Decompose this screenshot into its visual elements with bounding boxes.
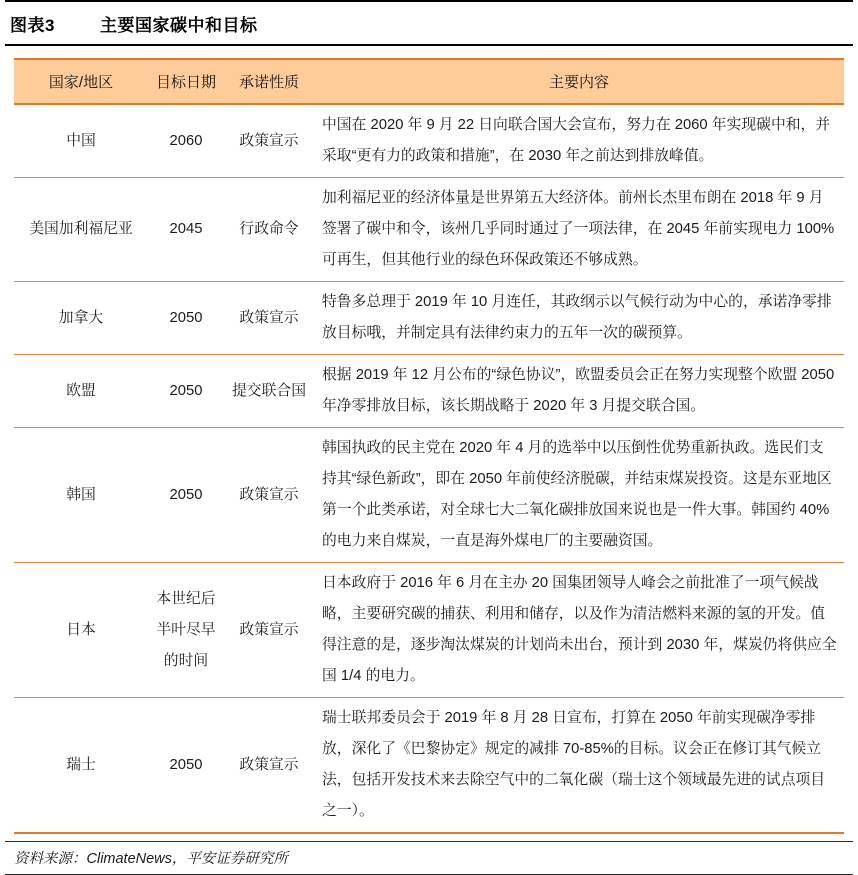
col-header-commitment-type: 承诺性质 bbox=[224, 59, 314, 104]
cell-main-content: 瑞士联邦委员会于 2019 年 8 月 28 日宣布，打算在 2050 年前实现碳净零排放，深化了《巴黎协定》规定的减排 70-85%的目标。议会正在修订其气候立法，包括开发技术来去除空气中的二氧化碳（瑞士这个领域最先进的试点项目之一）。 bbox=[314, 698, 844, 834]
cell-commitment-type: 提交联合国 bbox=[224, 355, 314, 428]
cell-commitment-type: 行政命令 bbox=[224, 178, 314, 282]
source-note: 资料来源：ClimateNews，平安证券研究所 bbox=[14, 851, 288, 867]
cell-target-date: 2045 bbox=[148, 178, 224, 282]
table-row-california bbox=[14, 178, 844, 282]
table-row-canada bbox=[14, 282, 844, 355]
cell-country: 日本 bbox=[14, 563, 148, 698]
carbon-neutral-targets-table bbox=[14, 58, 844, 834]
table-row-korea bbox=[14, 428, 844, 563]
footer-block bbox=[0, 841, 858, 875]
cell-target-date: 2050 bbox=[148, 355, 224, 428]
cell-target-date: 2050 bbox=[148, 428, 224, 563]
col-header-target-date: 目标日期 bbox=[148, 59, 224, 104]
cell-commitment-type: 政策宣示 bbox=[224, 104, 314, 178]
cell-country: 瑞士 bbox=[14, 698, 148, 834]
cell-target-date: 2050 bbox=[148, 698, 224, 834]
cell-main-content: 根据 2019 年 12 月公布的“绿色协议”，欧盟委员会正在努力实现整个欧盟 2050 年净零排放目标，该长期战略于 2020 年 3 月提交联合国。 bbox=[314, 355, 844, 428]
table-row-eu bbox=[14, 355, 844, 428]
figure-title-row bbox=[0, 2, 858, 44]
cell-main-content: 日本政府于 2016 年 6 月在主办 20 国集团领导人峰会之前批准了一项气候战略，主要研究碳的捕获、利用和储存，以及作为清洁燃料来源的氢的开发。值得注意的是，逐步淘汰煤炭的计划尚未出台，预计到 2030 年，煤炭仍将供应全国 1/4 的电力。 bbox=[314, 563, 844, 698]
cell-country: 加拿大 bbox=[14, 282, 148, 355]
cell-main-content: 韩国执政的民主党在 2020 年 4 月的选举中以压倒性优势重新执政。选民们支持其“绿色新政”，即在 2050 年前使经济脱碳，并结束煤炭投资。这是东亚地区第一个此类承诺，对全球七大二氧化碳排放国来说也是一件大事。韩国约 40%的电力来自煤炭，一直是海外煤电厂的主要融资国。 bbox=[314, 428, 844, 563]
table-row-japan bbox=[14, 563, 844, 698]
cell-target-date: 2060 bbox=[148, 104, 224, 178]
cell-commitment-type: 政策宣示 bbox=[224, 282, 314, 355]
table-row-china bbox=[14, 104, 844, 178]
cell-target-date: 本世纪后半叶尽早的时间 bbox=[148, 563, 224, 698]
cell-commitment-type: 政策宣示 bbox=[224, 428, 314, 563]
cell-main-content: 加利福尼亚的经济体量是世界第五大经济体。前州长杰里布朗在 2018 年 9 月签署了碳中和令，该州几乎同时通过了一项法律，在 2045 年前实现电力 100%可再生，但其他行业的绿色环保政策还不够成熟。 bbox=[314, 178, 844, 282]
col-header-country: 国家/地区 bbox=[14, 59, 148, 104]
cell-country: 欧盟 bbox=[14, 355, 148, 428]
title-bottom-rule bbox=[5, 44, 853, 46]
cell-country: 中国 bbox=[14, 104, 148, 178]
figure-label: 图表3 bbox=[10, 16, 55, 35]
cell-country: 美国加利福尼亚 bbox=[14, 178, 148, 282]
col-header-main-content: 主要内容 bbox=[314, 59, 844, 104]
table-header-row bbox=[14, 59, 844, 104]
cell-target-date: 2050 bbox=[148, 282, 224, 355]
table-row-switzerland bbox=[14, 698, 844, 834]
cell-commitment-type: 政策宣示 bbox=[224, 563, 314, 698]
cell-main-content: 中国在 2020 年 9 月 22 日向联合国大会宣布，努力在 2060 年实现碳中和，并采取“更有力的政策和措施”，在 2030 年之前达到排放峰值。 bbox=[314, 104, 844, 178]
cell-country: 韩国 bbox=[14, 428, 148, 563]
figure-title: 主要国家碳中和目标 bbox=[100, 16, 258, 35]
cell-commitment-type: 政策宣示 bbox=[224, 698, 314, 834]
cell-main-content: 特鲁多总理于 2019 年 10 月连任，其政纲示以气候行动为中心的，承诺净零排放目标哦，并制定具有法律约束力的五年一次的碳预算。 bbox=[314, 282, 844, 355]
